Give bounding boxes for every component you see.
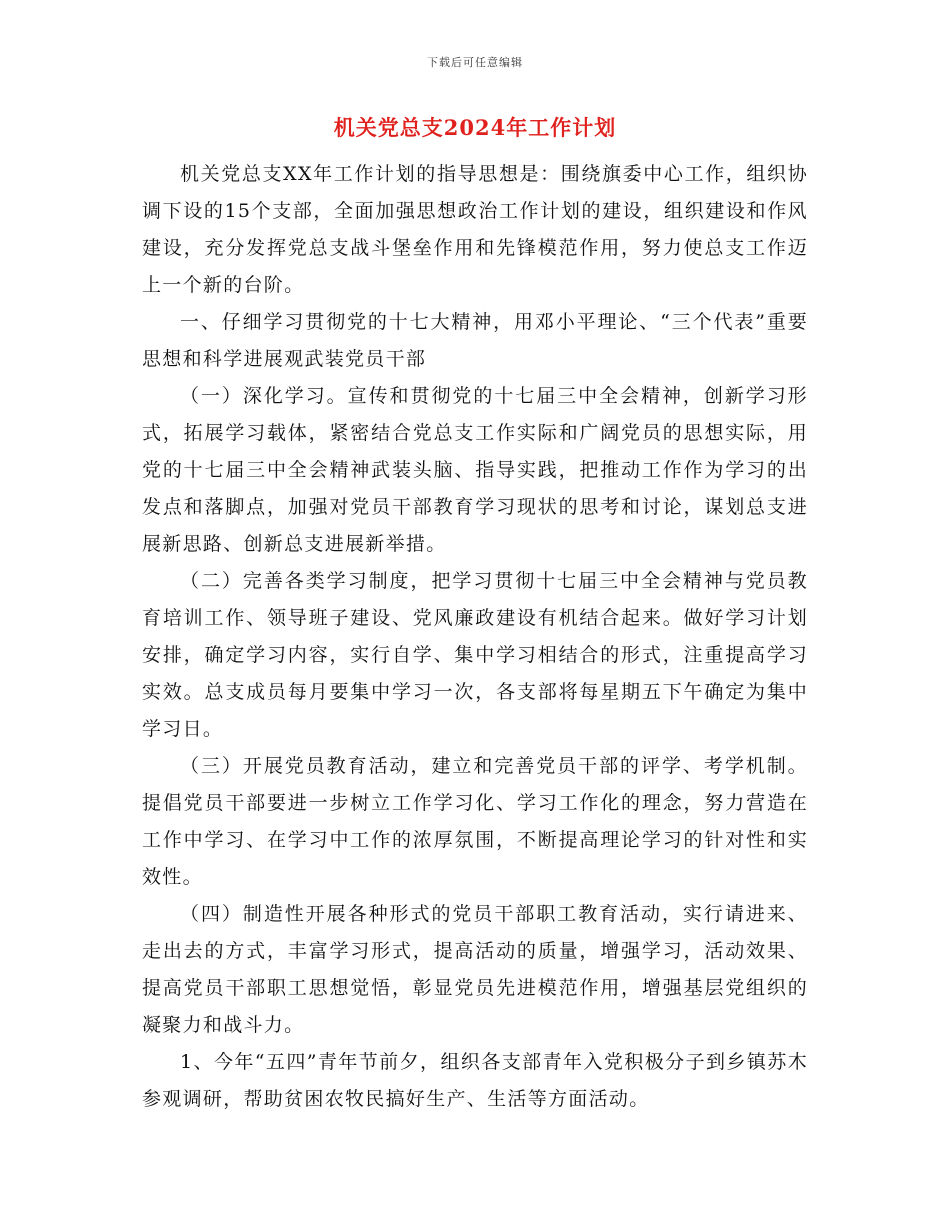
document-title: 机关党总支2024年工作计划 xyxy=(333,115,617,140)
document-body xyxy=(142,156,808,1118)
page-header-note: 下载后可任意编辑 xyxy=(427,56,523,69)
paragraph-item-3: （三）开展党员教育活动，建立和完善党员干部的评学、考学机制。提倡党员干部要进一步树立工作学习化、学习工作化的理念，努力营造在工作中学习、在学习中工作的浓厚氛围，不断提高理论学习的针对性和实效性。 xyxy=(142,755,808,888)
paragraph-guiding-idea: 机关党总支XX年工作计划的指导思想是：围绕旗委中心工作，组织协调下设的15个支部，全面加强思想政治工作计划的建设，组织建设和作风建设，充分发挥党总支战斗堡垒作用和先锋模范作用，努力使总支工作迈上一个新的台阶。 xyxy=(142,163,808,296)
paragraph-item-1: （一）深化学习。宣传和贯彻党的十七届三中全会精神，创新学习形式，拓展学习载体，紧密结合党总支工作实际和广阔党员的思想实际，用党的十七届三中全会精神武装头脑、指导实践，把推动工作作为学习的出发点和落脚点，加强对党员干部教育学习现状的思考和讨论，谋划总支进展新思路、创新总支进展新举措。 xyxy=(142,385,808,555)
paragraph-item-4: （四）制造性开展各种形式的党员干部职工教育活动，实行请进来、走出去的方式，丰富学习形式，提高活动的质量，增强学习，活动效果、提高党员干部职工思想觉悟，彰显党员先进模范作用，增强基层党组织的凝聚力和战斗力。 xyxy=(142,903,808,1036)
section-heading-1: 一、仔细学习贯彻党的十七大精神，用邓小平理论、“三个代表”重要思想和科学进展观武装党员干部 xyxy=(142,311,808,370)
paragraph-item-2: （二）完善各类学习制度，把学习贯彻十七届三中全会精神与党员教育培训工作、领导班子建设、党风廉政建设有机结合起来。做好学习计划安排，确定学习内容，实行自学、集中学习相结合的形式，注重提高学习实效。总支成员每月要集中学习一次，各支部将每星期五下午确定为集中学习日。 xyxy=(142,570,808,740)
paragraph-subitem-1: 1、今年“五四”青年节前夕，组织各支部青年入党积极分子到乡镇苏木参观调研，帮助贫困农牧民搞好生产、生活等方面活动。 xyxy=(142,1051,808,1110)
